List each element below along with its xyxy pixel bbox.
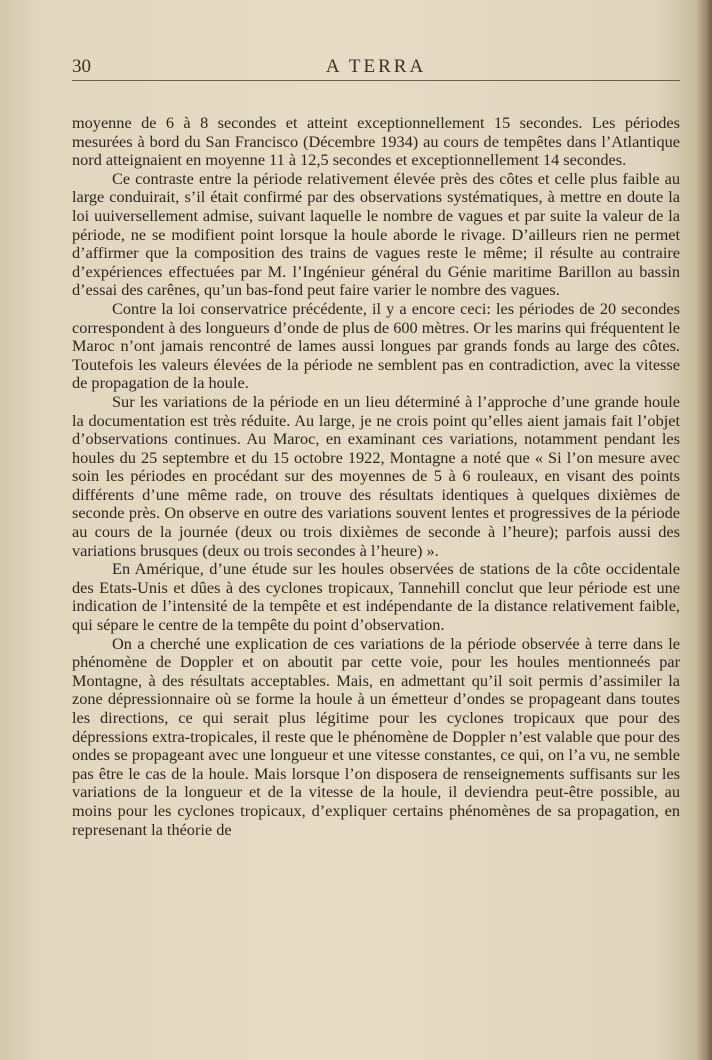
- paragraph: On a cherché une explication de ces variations de la période observée à terre dans le phénomène de Doppler et on aboutit par cette voie, pour les houles mentionneés par Montagne, à des résultats acceptables. Mais, en admettant qu’il soit permis d’assimiler la zone dépressionnaire où se forme la houle à un émetteur d’ondes se propageant dans toutes les directions, ce qui serait plus légitime pour les cyclones tropicaux que pour des dépressions extra-tropicales, il reste que le phénomène de Doppler n’est valable que pour des ondes se propageant avec une longueur et une vitesse constantes, ce qui, on l’a vu, ne semble pas être le cas de la houle. Mais lorsque l’on disposera de renseignements suffisants sur les variations de la longueur et de la vitesse de la houle, il deviendra peut-être possible, au moins pour les cyclones tropicaux, d’expliquer certains phénomènes de sa propagation, en represenant la théorie de: [72, 633, 680, 839]
- header-rule: [72, 80, 680, 81]
- page-header: [72, 54, 680, 82]
- paragraph: Ce contraste entre la période relativement élevée près des côtes et celle plus faible au large conduirait, s’il était confirmé par des observations systématiques, à mettre en doute la loi uuiversellement admise, suivant laquelle le nombre de vagues et par suite la valeur de la période, ne se modifient point lorsque la houle aborde le rivage. D’ailleurs rien ne permet d’affirmer que la composition des trains de vagues reste le même; il résulte au contraire d’expériences effectuées par M. l’Ingénieur général du Génie maritime Barillon au bassin d’essai des carênes, qu’un bas-fond peut faire varier le nombre des vagues.: [72, 168, 680, 300]
- page-number: 30: [72, 56, 91, 77]
- body-text: [72, 114, 680, 839]
- running-title: A TERRA: [325, 56, 427, 77]
- paragraph: Sur les variations de la période en un lieu déterminé à l’approche d’une grande houle la documentation est très réduite. Au large, je ne crois point qu’elles aient jamais fait l’objet d’observations continues. Au Maroc, en examinant ces variations, notamment pendant les houles du 25 septembre et du 15 octobre 1922, Montagne a noté que « Si l’on mesure avec soin les périodes en procédant sur des moyennes de 5 à 6 rouleaux, en visant des points différents d’une même rade, on trouve des résultats identiques à quelques dixièmes de seconde près. On observe en outre des variations souvent lentes et progressives de la période au cours de la journée (deux ou trois dixièmes de seconde à l’heure); parfois aussi des variations brusques (deux ou trois secondes à l’heure) ».: [72, 391, 680, 560]
- paragraph: En Amérique, d’une étude sur les houles observées de stations de la côte occidentale des Etats-Unis et dûes à des cyclones tropicaux, Tannehill conclut que leur période est une indication de l’intensité de la tempête et est indépendante de la distance relativement faible, qui sépare le centre de la tempête du point d’observation.: [72, 559, 680, 635]
- paragraph: Contre la loi conservatrice précédente, il y a encore ceci: les périodes de 20 secondes correspondent à des longueurs d’onde de plus de 600 mètres. Or les marins qui fréquentent le Maroc n’ont jamais rencontré de lames aussi longues par grands fonds au large des côtes. Toutefois les valeurs élevées de la période ne semblent pas en contradiction, avec la vitesse de propagation de la houle.: [72, 298, 680, 393]
- page-edge-shadow: [696, 0, 712, 1060]
- paragraph: moyenne de 6 à 8 secondes et atteint exceptionnellement 15 secondes. Les périodes mesurées à bord du San Francisco (Décembre 1934) au cours de tempêtes dans l’Atlantique nord atteignaient en moyenne 11 à 12,5 secondes et exceptionnellement 14 secondes.: [72, 113, 680, 170]
